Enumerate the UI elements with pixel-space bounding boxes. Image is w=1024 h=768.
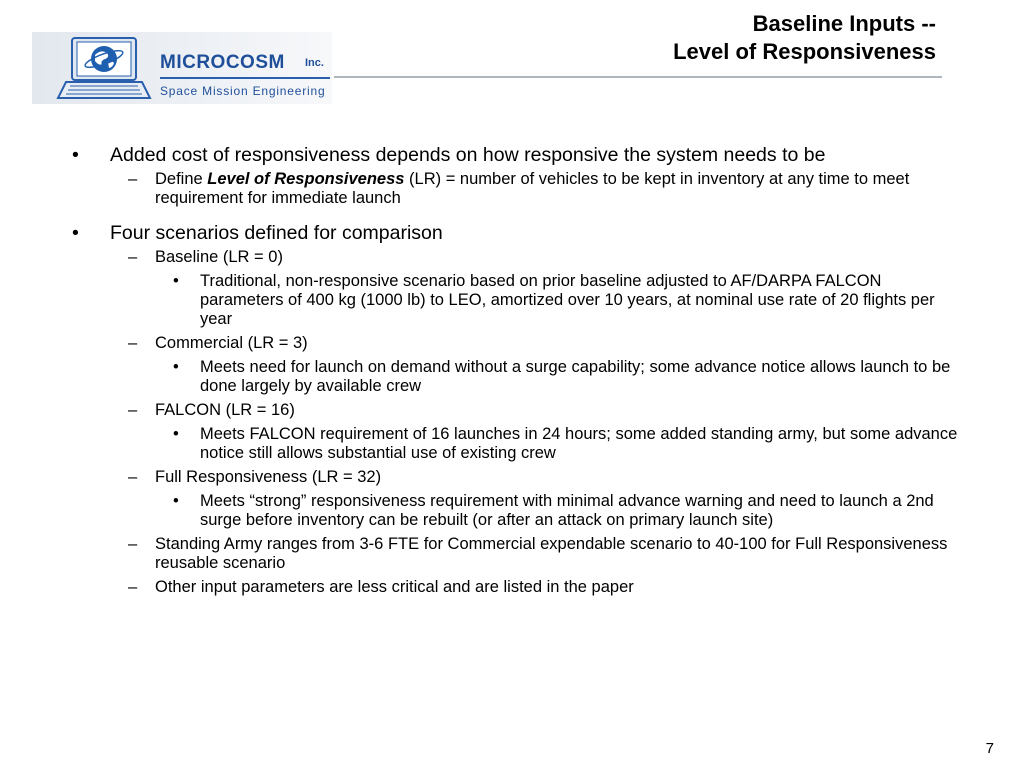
company-logo bbox=[32, 32, 332, 104]
bullet-marker: • bbox=[173, 358, 179, 376]
falcon-detail: Meets FALCON requirement of 16 launches in 24 hours; some added standing army, but some advance notice still allows substantial use of existing crew bbox=[200, 425, 958, 462]
bullet-marker: • bbox=[173, 492, 179, 510]
dash-marker: – bbox=[128, 401, 138, 419]
define-prefix: Define bbox=[155, 170, 208, 188]
sub-bullet-item bbox=[72, 468, 962, 487]
detail-item bbox=[72, 425, 962, 463]
page-number: 7 bbox=[985, 740, 994, 757]
bullet-text: Four scenarios defined for comparison bbox=[110, 222, 443, 244]
bullet-marker: • bbox=[72, 144, 79, 166]
bullet-item bbox=[72, 144, 962, 167]
logo-tagline: Space Mission Engineering bbox=[160, 84, 326, 98]
detail-item bbox=[72, 492, 962, 530]
title-line-2: Level of Responsiveness bbox=[673, 39, 936, 64]
sub-bullet-item bbox=[72, 578, 962, 597]
dash-marker: – bbox=[128, 334, 138, 352]
bullet-item bbox=[72, 222, 962, 245]
bullet-marker: • bbox=[173, 272, 179, 290]
logo-name: MICROCOSM bbox=[160, 52, 285, 73]
full-detail: Meets “strong” responsiveness requirement with minimal advance warning and need to launch a 2nd surge before inventory can be rebuilt (or after an attack on primary launch site) bbox=[200, 492, 934, 529]
dash-marker: – bbox=[128, 578, 138, 596]
sub-bullet-item bbox=[72, 248, 962, 267]
standing-army-text: Standing Army ranges from 3-6 FTE for Commercial expendable scenario to 40-100 for Full Responsiveness reusable scenario bbox=[155, 535, 948, 572]
scenario-commercial: Commercial (LR = 3) bbox=[155, 334, 308, 352]
sub-bullet-item bbox=[72, 170, 962, 208]
dash-marker: – bbox=[128, 468, 138, 486]
logo-inc: Inc. bbox=[305, 57, 324, 69]
bullet-text: Added cost of responsiveness depends on how responsive the system needs to be bbox=[110, 144, 826, 166]
laptop-globe-icon bbox=[54, 36, 154, 102]
title-divider bbox=[334, 76, 942, 78]
scenario-full: Full Responsiveness (LR = 32) bbox=[155, 468, 382, 486]
bullet-marker: • bbox=[173, 425, 179, 443]
other-inputs-text: Other input parameters are less critical and are listed in the paper bbox=[155, 578, 634, 596]
bullet-marker: • bbox=[72, 222, 79, 244]
detail-item bbox=[72, 358, 962, 396]
slide-title bbox=[673, 10, 936, 66]
sub-bullet-item bbox=[72, 535, 962, 573]
dash-marker: – bbox=[128, 248, 138, 266]
slide-body bbox=[72, 144, 962, 602]
dash-marker: – bbox=[128, 535, 138, 553]
scenario-falcon: FALCON (LR = 16) bbox=[155, 401, 295, 419]
detail-item bbox=[72, 272, 962, 329]
sub-bullet-item bbox=[72, 334, 962, 353]
define-emphasis: Level of Responsiveness bbox=[207, 170, 405, 188]
scenario-baseline: Baseline (LR = 0) bbox=[155, 248, 283, 266]
define-suffix: (LR) = number of vehicles to be kept in inventory at any time to meet requirement for immediate launch bbox=[155, 170, 910, 207]
sub-bullet-item bbox=[72, 401, 962, 420]
commercial-detail: Meets need for launch on demand without a surge capability; some advance notice allows launch to be done largely by available crew bbox=[200, 358, 951, 395]
dash-marker: – bbox=[128, 170, 138, 188]
baseline-detail: Traditional, non-responsive scenario based on prior baseline adjusted to AF/DARPA FALCON parameters of 400 kg (1000 lb) to LEO, amortized over 10 years, at nominal use rate of 20 flights per year bbox=[200, 272, 935, 328]
title-line-1: Baseline Inputs -- bbox=[752, 11, 936, 36]
logo-underline bbox=[160, 77, 330, 79]
